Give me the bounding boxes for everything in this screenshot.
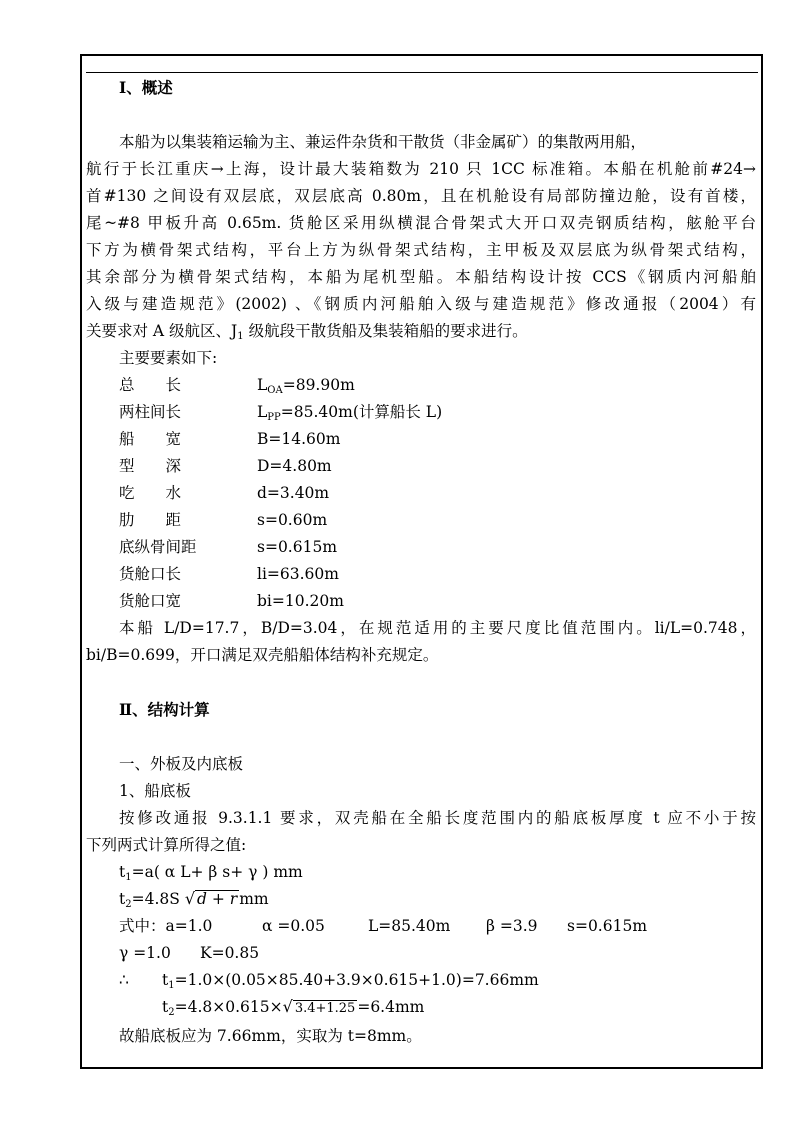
- dimension-name: 船 宽: [119, 430, 182, 448]
- dimension-name: 型 深: [119, 457, 182, 475]
- sqrt-icon: √: [184, 889, 196, 908]
- intro-line-8-after: 级航段干散货船及集装箱船的要求进行。: [243, 322, 528, 340]
- dimension-name: 总 长: [119, 376, 182, 394]
- dimension-name: 底纵骨间距: [119, 538, 197, 556]
- intro-line-8-sub: 1: [237, 331, 244, 342]
- dimension-value: s=0.615m: [257, 538, 338, 556]
- radicand: 3.4+1.25: [294, 1001, 356, 1016]
- therefore-symbol: ∴: [119, 971, 129, 989]
- intro-line-4: 尾~#8 甲板升高 0.65m. 货舱区采用纵横混合骨架式大开口双壳钢质结构，舷舱平台: [86, 214, 756, 232]
- formula-t1: $t_1=a$( α L+ β s+ γ ) mm: [119, 863, 303, 883]
- dimension-name: 肋 距: [119, 511, 182, 529]
- section2-heading: Ⅱ、结构计算: [119, 700, 210, 719]
- sub-heading: 一、外板及内底板: [119, 755, 244, 773]
- ratio-line-2: bi/B=0.699，开口满足双壳船船体结构补充规定。: [86, 646, 439, 664]
- conclusion: 故船底板应为 7.66mm，实取为 t=8mm。: [119, 1027, 422, 1045]
- top-rule: [86, 72, 758, 73]
- dimension-value: D=4.80m: [257, 457, 332, 475]
- dimension-value: $L_{PP}=85.40m$(计算船长 L): [257, 403, 443, 423]
- radicand: d + r: [197, 890, 238, 908]
- intro-line-1: 本船为以集装箱运输为主、兼运件杂货和干散货（非金属矿）的集散两用船，: [119, 133, 647, 151]
- intro-line-2: 航行于长江重庆→上海，设计最大装箱数为 210 只 1CC 标准箱。本船在机舱前#24→: [86, 160, 756, 178]
- dimension-name: 货舱口宽: [119, 592, 182, 610]
- requirement-line-2: 下列两式计算所得之值:: [86, 836, 247, 854]
- dimension-value: bi=10.20m: [257, 592, 344, 610]
- intro-line-5: 下方为横骨架式结构，平台上方为纵骨架式结构，主甲板及双层底为纵骨架式结构，: [86, 241, 756, 259]
- dimension-value: s=0.60m: [257, 511, 328, 529]
- dimension-name: 货舱口长: [119, 565, 182, 583]
- requirement-line-1: 按修改通报 9.3.1.1 要求，双壳船在全船长度范围内的船底板厚度 t 应不小于按: [119, 809, 756, 827]
- intro-line-8: [86, 321, 756, 347]
- intro-line-3: 首#130 之间设有双层底，双层底高 0.80m，且在机舱设有局部防撞边舱，设有首楼，: [86, 187, 756, 205]
- dimension-name: 吃 水: [119, 484, 182, 502]
- elements-title: 主要要素如下:: [119, 349, 218, 367]
- dimension-value: li=63.60m: [257, 565, 339, 583]
- ratio-line-1: 本船 L/D=17.7，B/D=3.04，在规范适用的主要尺度比值范围内。li/L=0.748，: [119, 619, 756, 637]
- sqrt-icon: √: [282, 997, 293, 1016]
- section1-heading: Ⅰ、概述: [119, 78, 173, 97]
- item-title: 1、船底板: [119, 782, 191, 800]
- intro-line-7: 入级与建造规范》(2002) 、《钢质内河船舶入级与建造规范》修改通报（2004）有: [86, 295, 756, 313]
- formula-t2: $t_2=4.8S$ √ d + r mm: [119, 889, 269, 910]
- dimension-value: $L_{OA}=89.90m$: [257, 376, 355, 396]
- dimension-value: B=14.60m: [257, 430, 341, 448]
- dimension-value: d=3.40m: [257, 484, 330, 502]
- intro-line-6: 其余部分为横骨架式结构，本船为尾机型船。本船结构设计按 CCS《钢质内河船舶: [86, 268, 756, 286]
- dimension-name: 两柱间长: [119, 403, 182, 421]
- intro-line-8-before: 关要求对 A 级航区、J: [86, 322, 238, 340]
